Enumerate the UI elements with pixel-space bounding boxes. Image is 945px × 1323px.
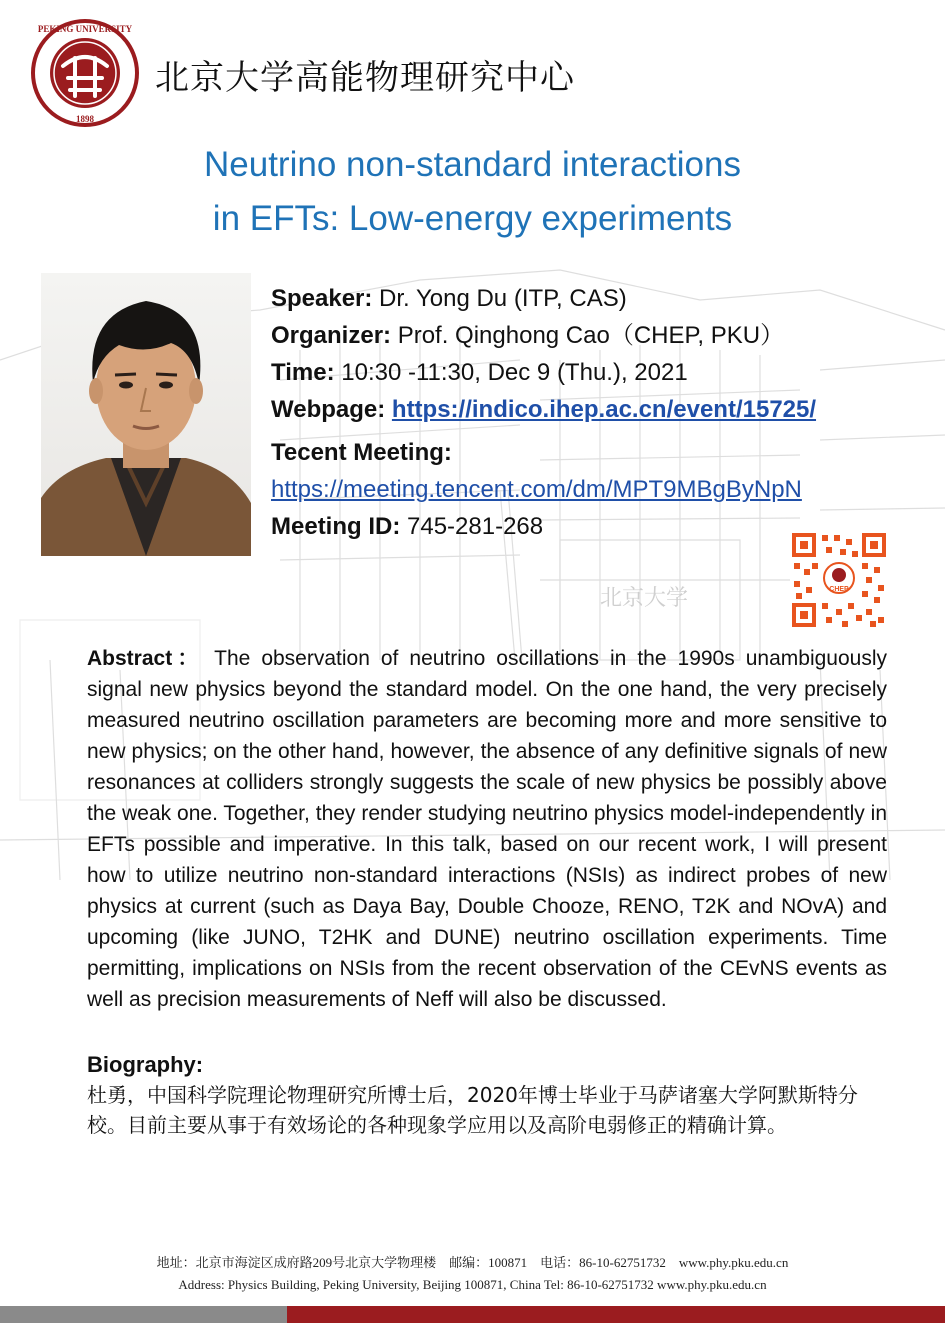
organizer-row <box>271 319 931 356</box>
footer-address-en: Address: Physics Building, Peking University, Beijing 100871, China Tel: 86-10-62751732 www.phy.pku.edu.cn <box>178 1277 767 1292</box>
time-label: Time: <box>271 359 335 386</box>
speaker-row <box>271 282 931 319</box>
organizer-value: Prof. Qinghong Cao（CHEP, PKU） <box>391 322 785 349</box>
meeting-id-value: 745-281-268 <box>400 513 544 540</box>
seal-year-text: 1898 <box>76 114 94 124</box>
talk-title <box>0 138 945 246</box>
biography-text: 杜勇，中国科学院理论物理研究所博士后，2020年博士毕业于马萨诸塞大学阿默斯特分校。目前主要从事于有效场论的各种现象学应用以及高阶电弱修正的精确计算。 <box>87 1083 858 1137</box>
peking-university-seal-icon <box>30 18 140 128</box>
qr-center-label: CHEP <box>829 586 849 593</box>
abstract <box>87 643 887 1015</box>
time-value: 10:30 -11:30, Dec 9 (Thu.), 2021 <box>334 359 688 386</box>
webpage-row <box>271 393 931 430</box>
footer-address-cn: 地址：北京市海淀区成府路209号北京大学物理楼 邮编：100871 电话：86-10-62751732 www.phy.pku.edu.cn <box>156 1255 789 1270</box>
talk-title-line-1: Neutrino non-standard interactions <box>204 145 741 184</box>
footer <box>0 1252 945 1296</box>
meeting-row <box>271 436 931 473</box>
header <box>30 18 930 128</box>
talk-title-line-2: in EFTs: Low-energy experiments <box>212 199 733 238</box>
footer-bar-gray <box>0 1306 287 1323</box>
talk-info <box>271 282 931 547</box>
speaker-value: Dr. Yong Du (ITP, CAS) <box>372 285 627 312</box>
seal-top-text: PEKING UNIVERSITY <box>37 24 133 34</box>
qr-code-icon[interactable] <box>790 531 888 629</box>
abstract-text: The observation of neutrino oscillations in the 1990s unambiguously signal new physics beyond the standard model. On the one hand, the very precisely measured neutrino oscillation parameters are becoming more and more sensitive to new physics; on the other hand, however, the absence of any definitive signals of new resonances at colliders strongly suggests the scale of new physics be possibly above the weak one. Together, they render studying neutrino physics model-independently in EFTs possible and imperative. In this talk, based on our recent work, I will present how to utilize neutrino non-standard interactions (NSIs) as indirect probes of new physics at current (such as Daya Bay, Double Chooze, RENO, T2K and NOvA) and upcoming (like JUNO, T2HK and DUNE) neutrino oscillation experiments. Time permitting, implications on NSIs from the recent observation of the CEvNS events as well as precision measurements of Neff will also be discussed. <box>87 647 887 1011</box>
speaker-photo <box>41 273 251 556</box>
meeting-label: Tecent Meeting: <box>271 439 452 466</box>
institution-name: 北京大学高能物理研究中心 <box>155 58 575 98</box>
footer-bar-red <box>287 1306 945 1323</box>
speaker-label: Speaker: <box>271 285 373 312</box>
svg-text:北京大学: 北京大学 <box>600 586 689 611</box>
abstract-label: Abstract： <box>87 647 204 670</box>
organizer-label: Organizer: <box>271 322 392 349</box>
meeting-link[interactable]: https://meeting.tencent.com/dm/MPT9MBgByNpN <box>271 476 802 503</box>
meeting-id-label: Meeting ID: <box>271 513 401 540</box>
webpage-label: Webpage: <box>271 396 386 423</box>
biography-label: Biography: <box>87 1052 204 1077</box>
meeting-link-row <box>271 473 931 510</box>
time-row <box>271 356 931 393</box>
webpage-link[interactable]: https://indico.ihep.ac.cn/event/15725/ <box>391 396 817 423</box>
